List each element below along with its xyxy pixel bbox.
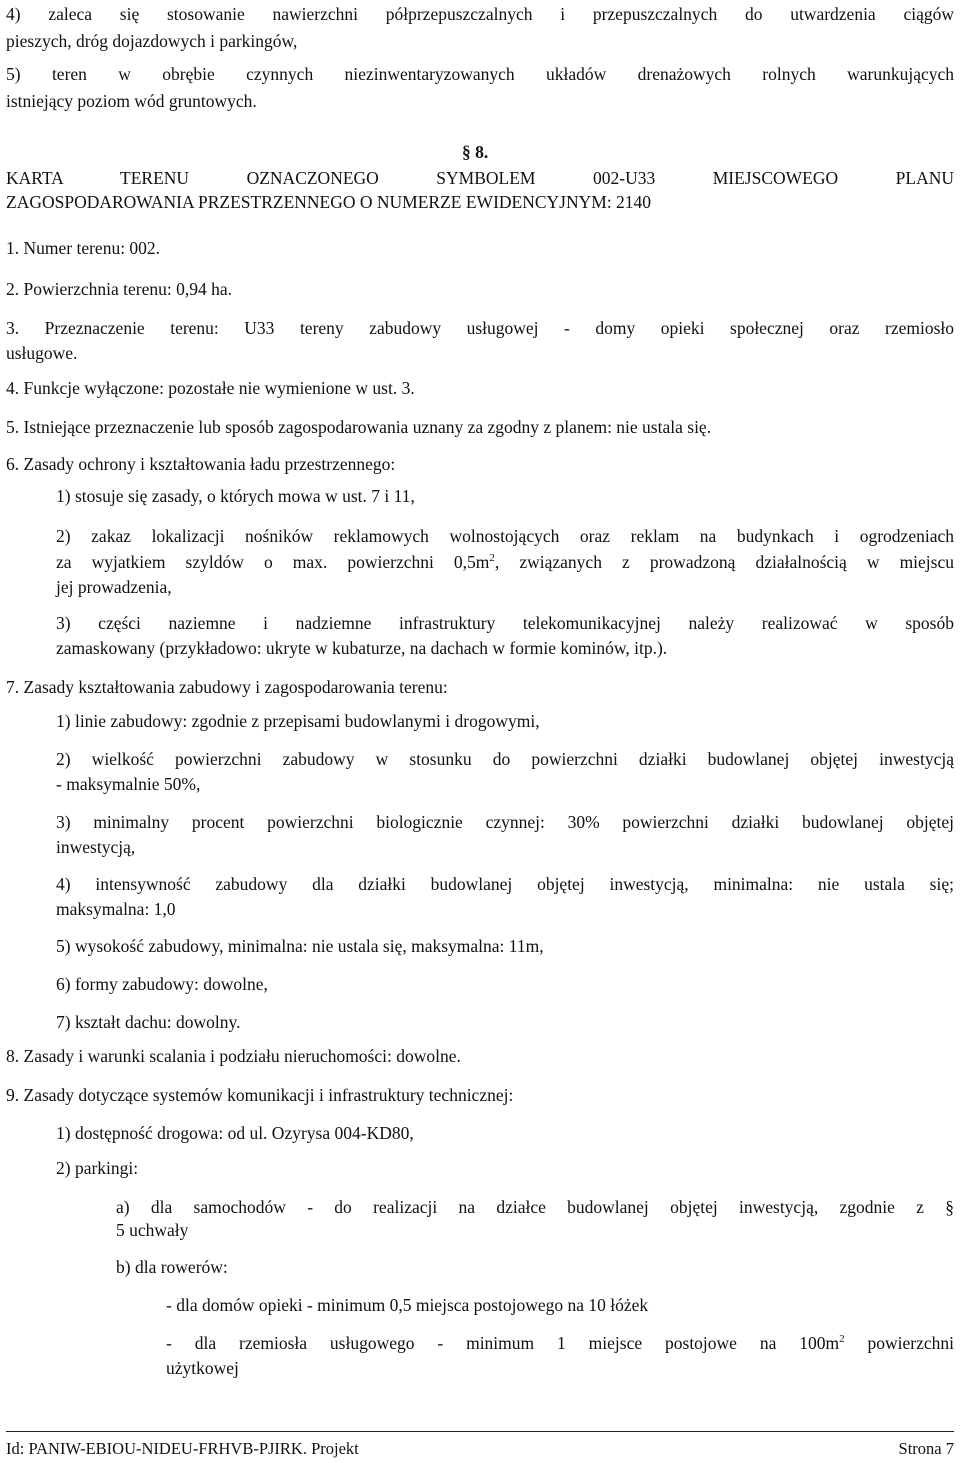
point-7-item-4-line1: 4) intensywność zabudowy dla działki budowlanej objętej inwestycją, minimalna: nie ustala się; <box>56 874 954 894</box>
section-title-line1: KARTA TERENU OZNACZONEGO SYMBOLEM 002-U33 MIEJSCOWEGO PLANU <box>6 168 954 188</box>
point-9-item-2a-line1: a) dla samochodów - do realizacji na działce budowlanej objętej inwestycją, zgodnie z § <box>116 1197 954 1217</box>
point-9-item-1: 1) dostępność drogowa: od ul. Ozyrysa 004-KD80, <box>56 1123 414 1143</box>
point-9-item-2: 2) parkingi: <box>56 1158 139 1178</box>
superscript: 2 <box>839 1333 845 1345</box>
point-7: 7. Zasady kształtowania zabudowy i zagospodarowania terenu: <box>6 677 448 697</box>
point-7-item-6: 6) formy zabudowy: dowolne, <box>56 974 268 994</box>
point-6: 6. Zasady ochrony i kształtowania ładu przestrzennego: <box>6 454 396 474</box>
point-3-line2: usługowe. <box>6 343 78 363</box>
intro-item-5-line1: 5) teren w obrębie czynnych niezinwentaryzowanych układów drenażowych rolnych warunkujących <box>6 64 954 84</box>
point-6-item-2-line2 <box>56 550 954 574</box>
point-7-item-1: 1) linie zabudowy: zgodnie z przepisami budowlanymi i drogowymi, <box>56 711 540 731</box>
point-7-item-2-line2: - maksymalnie 50%, <box>56 774 201 794</box>
point-3-line1: 3. Przeznaczenie terenu: U33 tereny zabudowy usługowej - domy opieki społecznej oraz rzemiosło <box>6 318 954 338</box>
footer-id: Id: PANIW-EBIOU-NIDEU-FRHVB-PJIRK. Projekt <box>6 1439 359 1458</box>
point-7-item-2-line1: 2) wielkość powierzchni zabudowy w stosunku do powierzchni działki budowlanej objętej inwestycją <box>56 749 954 769</box>
point-6-item-1: 1) stosuje się zasady, o których mowa w ust. 7 i 11, <box>56 486 415 506</box>
point-9: 9. Zasady dotyczące systemów komunikacji i infrastruktury technicznej: <box>6 1085 514 1105</box>
point-9-item-2b: b) dla rowerów: <box>116 1257 228 1277</box>
point-9-item-2b-2-line1a: - dla rzemiosła usługowego - minimum 1 miejsce postojowe na 100m <box>166 1333 840 1353</box>
point-7-item-7: 7) kształt dachu: dowolny. <box>56 1012 241 1032</box>
point-7-item-3-line2: inwestycją, <box>56 837 136 857</box>
point-7-item-5: 5) wysokość zabudowy, minimalna: nie ustala się, maksymalna: 11m, <box>56 936 544 956</box>
point-2: 2. Powierzchnia terenu: 0,94 ha. <box>6 279 232 299</box>
section-number: § 8. <box>462 142 489 162</box>
point-6-item-2-line1: 2) zakaz lokalizacji nośników reklamowych wolnostojących oraz reklam na budynkach i ogrodzeniach <box>56 526 954 546</box>
point-6-item-2-line3: jej prowadzenia, <box>56 577 172 597</box>
footer-divider <box>6 1431 954 1432</box>
point-9-item-2b-2-line1b: powierzchni <box>844 1333 954 1353</box>
point-6-item-3-line2: zamaskowany (przykładowo: ukryte w kubaturze, na dachach w formie kominów, itp.). <box>56 638 668 658</box>
point-9-item-2a-line2: 5 uchwały <box>116 1220 189 1240</box>
point-6-item-3-line1: 3) części naziemne i nadziemne infrastruktury telekomunikacyjnej należy realizować w sposób <box>56 613 954 633</box>
point-9-item-2b-2-line1 <box>166 1331 954 1355</box>
footer-page-number: Strona 7 <box>898 1439 954 1458</box>
intro-item-5-line2: istniejący poziom wód gruntowych. <box>6 91 257 111</box>
point-9-item-2b-1: - dla domów opieki - minimum 0,5 miejsca postojowego na 10 łóżek <box>166 1295 649 1315</box>
point-6-item-2-line2a: za wyjatkiem szyldów o max. powierzchni 0,5m <box>56 552 490 572</box>
point-6-item-2-line2b: , związanych z prowadzoną działalnością w miejscu <box>494 552 954 572</box>
point-5: 5. Istniejące przeznaczenie lub sposób zagospodarowania uznany za zgodny z planem: nie ustala się. <box>6 417 712 437</box>
superscript: 2 <box>489 552 495 564</box>
intro-item-4-line1: 4) zaleca się stosowanie nawierzchni półprzepuszczalnych i przepuszczalnych do utwardzenia ciągów <box>6 4 954 24</box>
point-9-item-2b-2-line2: użytkowej <box>166 1358 239 1378</box>
point-8: 8. Zasady i warunki scalania i podziału nieruchomości: dowolne. <box>6 1046 461 1066</box>
intro-item-4-line2: pieszych, dróg dojazdowych i parkingów, <box>6 31 298 51</box>
point-4: 4. Funkcje wyłączone: pozostałe nie wymienione w ust. 3. <box>6 378 415 398</box>
point-7-item-3-line1: 3) minimalny procent powierzchni biologicznie czynnej: 30% powierzchni działki budowlanej objętej <box>56 812 954 832</box>
section-title-line2: ZAGOSPODAROWANIA PRZESTRZENNEGO O NUMERZE EWIDENCYJNYM: 2140 <box>6 192 652 212</box>
point-1: 1. Numer terenu: 002. <box>6 238 161 258</box>
point-7-item-4-line2: maksymalna: 1,0 <box>56 899 176 919</box>
